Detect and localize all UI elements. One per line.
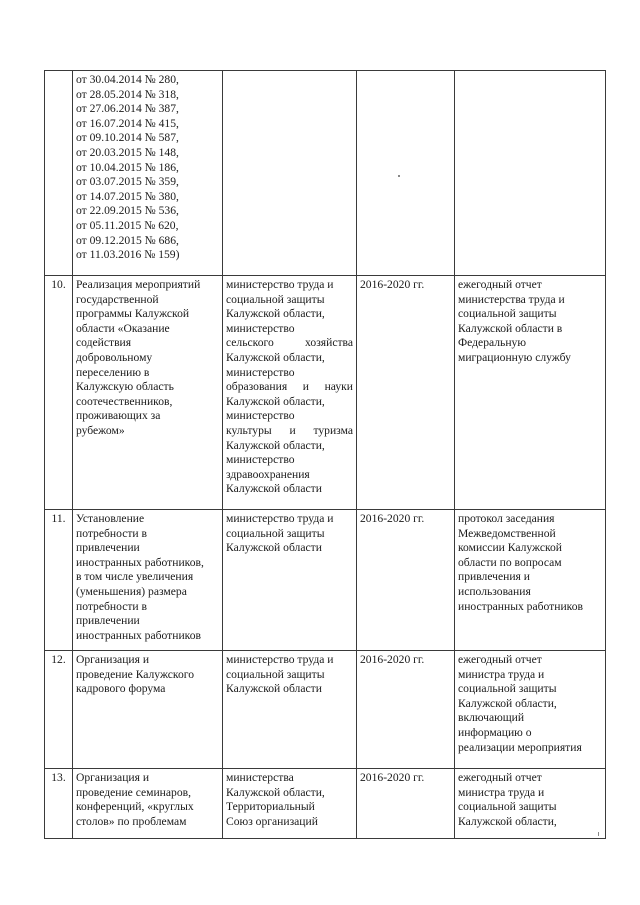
cell-text-line: министерство труда и: [226, 512, 334, 525]
cell-text-line: Калужской области,: [226, 394, 325, 408]
cell-text-line: привлечения и: [458, 570, 530, 584]
cell-text-line: иностранных работников,: [76, 555, 204, 569]
cell-text-line: ежегодный отчет: [458, 653, 542, 666]
cell-text-line: министерства: [226, 771, 294, 784]
cell-text-line: Калужскую область: [76, 380, 174, 394]
cell-text-line: от 03.07.2015 № 359,: [76, 175, 179, 189]
cell-text-line: содействия: [76, 336, 132, 350]
cell-text-line: государственной: [76, 292, 159, 306]
cell-text-line: Калужской области: [226, 482, 322, 496]
cell-text-line: Калужской области,: [226, 307, 325, 321]
cell-text-line: ежегодный отчет: [458, 278, 542, 291]
cell-text-line: министерство: [226, 321, 295, 335]
cell-text-line: министерство труда и: [226, 653, 334, 666]
cell-text-line: в том числе увеличения: [76, 570, 194, 584]
cell-text-line: протокол заседания: [458, 512, 555, 525]
item-term-cell: [357, 651, 455, 769]
item-term-cell: [357, 510, 455, 651]
cell-text-line: министра труда и: [458, 785, 545, 799]
item-name-cell: [73, 769, 223, 839]
cell-text-line: от 27.06.2014 № 387,: [76, 102, 179, 116]
item-name-cell: [73, 276, 223, 510]
table-row: [45, 71, 606, 276]
table-row: [45, 276, 606, 510]
item-number: 12.: [51, 653, 66, 666]
cell-text-line: Калужской области: [226, 682, 322, 696]
cell-text-line: Организация и: [76, 771, 150, 784]
item-term-cell: [357, 71, 455, 276]
cell-text-line: кадрового форума: [76, 682, 166, 696]
item-report-cell: [455, 71, 606, 276]
cell-text-line: добровольному: [76, 350, 153, 364]
item-number-cell: [45, 276, 73, 510]
cell-text-line: Калужской области,: [458, 814, 557, 828]
cell-text-line: от 28.05.2014 № 318,: [76, 87, 179, 101]
cell-text-line: области «Оказание: [76, 321, 170, 335]
table-row: [45, 769, 606, 839]
item-report-cell: [455, 510, 606, 651]
cell-text-line: от 10.04.2015 № 186,: [76, 160, 179, 174]
cell-text-line: социальной защиты: [226, 526, 325, 540]
cell-text-line: Федеральную: [458, 336, 526, 350]
cell-text-line: потребности в: [76, 526, 147, 540]
cell-text-line: Территориальный: [226, 800, 315, 814]
programme-table: [44, 70, 606, 839]
cell-text-line: Союз организаций: [226, 814, 318, 828]
item-executor-cell: [223, 651, 357, 769]
cell-text-line: иностранных работников: [458, 599, 583, 613]
cell-text-line: рубежом»: [76, 423, 125, 437]
cell-text-line: комиссии Калужской: [458, 541, 563, 555]
cell-text-line: Калужской области,: [226, 438, 325, 452]
item-executor-cell: [223, 71, 357, 276]
cell-text-line: от 09.10.2014 № 587,: [76, 131, 179, 145]
cell-text-line: переселению в: [76, 365, 150, 379]
cell-text-line: Реализация мероприятий: [76, 278, 201, 291]
cell-text-line: от 09.12.2015 № 686,: [76, 233, 179, 247]
cell-text-line: Калужской области,: [226, 785, 325, 799]
cell-text-line: проживающих за: [76, 409, 161, 423]
cell-text-line: образования и науки: [226, 380, 353, 394]
item-term-cell: [357, 276, 455, 510]
cell-text-line: столов» по проблемам: [76, 814, 187, 828]
cell-text-line: министерство: [226, 409, 295, 423]
cell-text-line: от 16.07.2014 № 415,: [76, 116, 179, 130]
cell-text-line: социальной защиты: [226, 292, 325, 306]
cell-text-line: Калужской области в: [458, 321, 563, 335]
cell-text-line: ежегодный отчет: [458, 771, 542, 784]
cell-text-line: министерство: [226, 365, 295, 379]
cell-text-line: программы Калужской: [76, 307, 190, 321]
cell-text-line: Межведомственной: [458, 526, 556, 540]
item-report-cell: [455, 769, 606, 839]
item-number-cell: [45, 651, 73, 769]
cell-text-line: области по вопросам: [458, 555, 562, 569]
table-row: [45, 510, 606, 651]
cell-text-line: Калужской области: [226, 541, 322, 555]
cell-text-line: конференций, «круглых: [76, 800, 194, 814]
item-term: 2016-2020 гг.: [360, 512, 425, 525]
cell-text-line: миграционную службу: [458, 350, 571, 364]
cell-text-line: потребности в: [76, 599, 147, 613]
table-row: [45, 651, 606, 769]
item-number: 13.: [51, 771, 66, 784]
cell-text-line: от 14.07.2015 № 380,: [76, 189, 179, 203]
item-term: 2016-2020 гг.: [360, 653, 425, 666]
cell-text-line: социальной защиты: [226, 667, 325, 681]
cell-text-line: Калужской области,: [226, 350, 325, 364]
cell-text-line: информацию о: [458, 725, 532, 739]
cell-text-line: социальной защиты: [458, 682, 557, 696]
cell-text-line: от 05.11.2015 № 620,: [76, 218, 179, 232]
item-number-cell: [45, 769, 73, 839]
cell-text-line: от 20.03.2015 № 148,: [76, 145, 179, 159]
cell-text-line: министерство: [226, 453, 295, 467]
cell-text-line: использования: [458, 584, 531, 598]
cell-text-line: (уменьшения) размера: [76, 584, 187, 598]
item-report-cell: [455, 651, 606, 769]
item-term: 2016-2020 гг.: [360, 771, 425, 784]
item-executor-cell: [223, 510, 357, 651]
cell-text-line: здравоохранения: [226, 467, 310, 481]
cell-text-line: сельского хозяйства: [226, 336, 353, 350]
scan-speck: [398, 175, 400, 177]
item-executor-cell: [223, 276, 357, 510]
item-name-cell: [73, 71, 223, 276]
cell-text-line: от 11.03.2016 № 159): [76, 248, 180, 262]
cell-text-line: Калужской области,: [458, 696, 557, 710]
cell-text-line: привлечении: [76, 541, 140, 555]
item-number: 11.: [51, 512, 66, 525]
cell-text-line: культуры и туризма: [226, 423, 353, 437]
cell-text-line: иностранных работников: [76, 628, 201, 642]
item-term-cell: [357, 769, 455, 839]
item-name-cell: [73, 510, 223, 651]
cell-text-line: привлечении: [76, 614, 140, 628]
cell-text-line: соотечественников,: [76, 394, 173, 408]
cell-text-line: министерство труда и: [226, 278, 334, 291]
programme-table-body: [45, 71, 606, 839]
item-executor-cell: [223, 769, 357, 839]
cell-text-line: проведение Калужского: [76, 667, 195, 681]
cell-text-line: министерства труда и: [458, 292, 565, 306]
scan-speck: [598, 832, 599, 836]
item-number-cell: [45, 71, 73, 276]
cell-text-line: от 22.09.2015 № 536,: [76, 204, 179, 218]
cell-text-line: проведение семинаров,: [76, 785, 191, 799]
item-number: 10.: [51, 278, 66, 291]
item-report-cell: [455, 276, 606, 510]
item-number-cell: [45, 510, 73, 651]
item-term: 2016-2020 гг.: [360, 278, 425, 291]
cell-text-line: социальной защиты: [458, 800, 557, 814]
cell-text-line: социальной защиты: [458, 307, 557, 321]
item-name-cell: [73, 651, 223, 769]
cell-text-line: Организация и: [76, 653, 150, 666]
cell-text-line: реализации мероприятия: [458, 740, 582, 754]
cell-text-line: включающий: [458, 711, 525, 725]
cell-text-line: Установление: [76, 512, 145, 525]
cell-text-line: министра труда и: [458, 667, 545, 681]
cell-text-line: от 30.04.2014 № 280,: [76, 73, 179, 86]
